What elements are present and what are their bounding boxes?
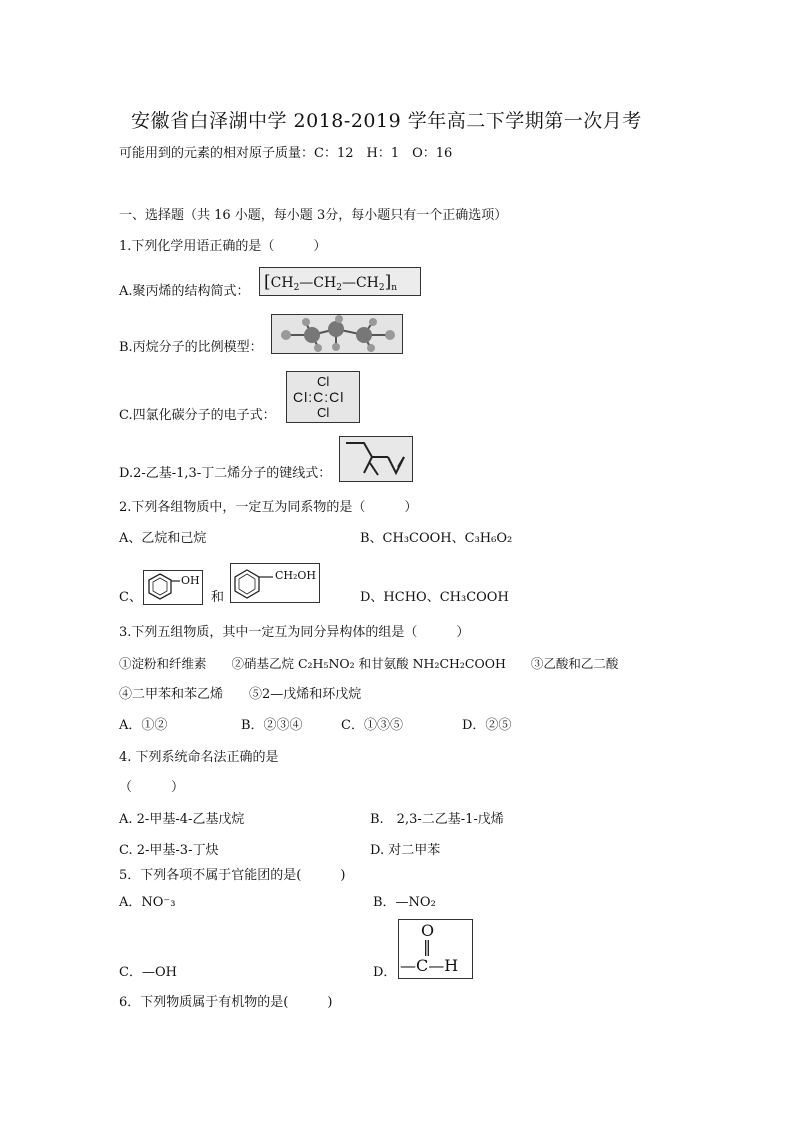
q2-stem: 2.下列各组物质中，一定互为同系物的是（ ）: [119, 500, 418, 515]
atomic-masses: 可能用到的元素的相对原子质量：C：12 H：1 O：16: [119, 146, 453, 161]
q5-option-c: C．—OH: [119, 965, 177, 980]
q4-option-a: A. 2-甲基-4-乙基戊烷: [119, 812, 245, 827]
phenol-structure-image: OH: [143, 570, 203, 605]
q4-option-b: B. 2,3-二乙基-1-戊烯: [370, 812, 504, 827]
q2-option-c-label: C、: [119, 590, 142, 605]
q1-option-b: B.丙烷分子的比例模型：: [119, 340, 263, 355]
propane-model-image: [271, 314, 403, 354]
q4-paren: （ ）: [119, 780, 185, 795]
q3-stem: 3.下列五组物质，其中一定互为同分异构体的组是（ ）: [119, 625, 470, 640]
q1-option-d: D.2-乙基-1,3-丁二烯分子的键线式：: [119, 466, 332, 481]
q4-stem: 4. 下列系统命名法正确的是: [119, 750, 279, 765]
q2-and: 和: [211, 590, 225, 605]
q3-option-b: B．②③④: [241, 718, 303, 733]
q3-option-a: A．①②: [119, 718, 168, 733]
q3-option-c: C．①③⑤: [341, 718, 403, 733]
q4-option-d: D. 对二甲苯: [370, 843, 441, 858]
ccl4-electron-formula-image: Cl Cl:C:Cl Cl: [286, 371, 360, 423]
benzyl-alcohol-structure-image: CH₂OH: [230, 563, 320, 603]
q1-option-c: C.四氯化碳分子的电子式：: [119, 408, 276, 423]
polypropylene-formula-image: [259, 267, 421, 296]
q5-option-d: D．: [373, 965, 397, 980]
q3-option-d: D．②⑤: [462, 718, 512, 733]
aldehyde-group-image: O ‖ —C—H: [398, 919, 473, 979]
ethylbutadiene-skeletal-image: [339, 436, 413, 482]
q2-option-a: A、乙烷和己烷: [119, 531, 207, 546]
q1-stem: 1.下列化学用语正确的是（ ）: [119, 239, 327, 254]
q5-option-a: A．NO⁻₃: [119, 895, 176, 910]
skeletal-formula: [340, 437, 412, 481]
q3-line2: ④二甲苯和苯乙烯 ⑤2—戊烯和环戊烷: [119, 687, 362, 702]
page-title: 安徽省白泽湖中学 2018-2019 学年高二下学期第一次月考: [131, 110, 642, 132]
propane-space-filling-model: [272, 315, 402, 353]
q2-option-d: D、HCHO、CH₃COOH: [360, 590, 509, 605]
q6-stem: 6．下列物质属于有机物的是( ): [119, 995, 333, 1010]
q5-stem: 5．下列各项不属于官能团的是( ): [119, 868, 346, 883]
polypropylene-formula: $[CH_2—CH_2—CH_2]_n$: [264, 272, 398, 293]
q3-line1: ①淀粉和纤维素 ②硝基乙烷 C₂H₅NO₂ 和甘氨酸 NH₂CH₂COOH ③乙酸和乙二酸: [119, 656, 619, 671]
q4-option-c: C. 2-甲基-3-丁炔: [119, 843, 219, 858]
q5-option-b: B．—NO₂: [373, 895, 436, 910]
q1-option-a: A.聚丙烯的结构简式：: [119, 284, 250, 299]
q2-option-b: B、CH₃COOH、C₃H₆O₂: [360, 531, 513, 546]
section-heading: 一、选择题（共 16 小题，每小题 3分，每小题只有一个正确选项）: [119, 208, 508, 223]
